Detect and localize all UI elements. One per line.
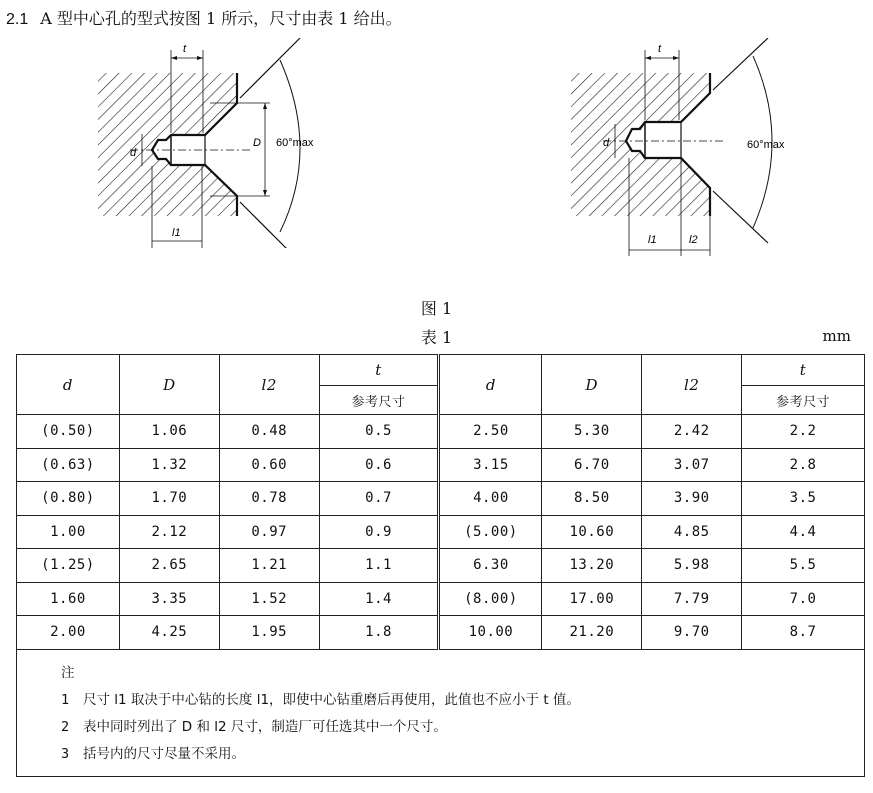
table-cell: 0.5 xyxy=(319,415,439,449)
table-cell: 0.9 xyxy=(319,515,439,549)
table-cell: (0.80) xyxy=(17,482,120,516)
table-caption: 表 1 xyxy=(420,328,453,347)
table-cell: 17.00 xyxy=(542,582,642,616)
table-cell: 4.85 xyxy=(642,515,742,549)
figure-a-center-hole xyxy=(90,38,340,252)
table-cell: 2.42 xyxy=(642,415,742,449)
table-row xyxy=(17,415,865,449)
dim-t-label-alt: t xyxy=(658,43,662,55)
table-cell: 3.35 xyxy=(119,582,219,616)
table-row xyxy=(17,582,865,616)
header-d: d xyxy=(17,355,120,415)
table-row xyxy=(17,616,865,650)
header-t-right: t xyxy=(742,355,865,386)
table-cell: 1.1 xyxy=(319,549,439,583)
table-cell: 10.60 xyxy=(542,515,642,549)
note-item xyxy=(61,714,864,741)
table-cell: 7.79 xyxy=(642,582,742,616)
table-cell: 2.12 xyxy=(119,515,219,549)
table-cell: 2.2 xyxy=(742,415,865,449)
table-cell: 5.98 xyxy=(642,549,742,583)
table-cell: 4.25 xyxy=(119,616,219,650)
table-cell: 0.7 xyxy=(319,482,439,516)
note-text: 表中同时列出了 D 和 l2 尺寸，制造厂可任选其中一个尺寸。 xyxy=(83,718,447,735)
table-cell: 5.5 xyxy=(742,549,865,583)
notes-row xyxy=(17,649,865,776)
table-cell: 3.07 xyxy=(642,448,742,482)
header-t-sub-right: 参考尺寸 xyxy=(742,386,865,415)
table-row xyxy=(17,549,865,583)
dim-t-label: t xyxy=(183,43,187,55)
table-cell: 1.32 xyxy=(119,448,219,482)
table-cell: 7.0 xyxy=(742,582,865,616)
dim-l2-label-alt: l2 xyxy=(689,234,698,246)
table-cell: 10.00 xyxy=(439,616,542,650)
section-heading-text: A 型中心孔的型式按图 1 所示，尺寸由表 1 给出。 xyxy=(40,9,402,28)
table-cell: 6.30 xyxy=(439,549,542,583)
table-cell: 1.4 xyxy=(319,582,439,616)
table-cell: (5.00) xyxy=(439,515,542,549)
note-text: 括号内的尺寸尽量不采用。 xyxy=(83,745,245,762)
table-cell: (0.63) xyxy=(17,448,120,482)
dim-l1-label: l1 xyxy=(172,227,181,239)
table-cell: 1.95 xyxy=(219,616,319,650)
table-cell: 0.48 xyxy=(219,415,319,449)
table-cell: 4.4 xyxy=(742,515,865,549)
note-number: 2 xyxy=(61,718,70,735)
figure-caption: 图 1 xyxy=(420,299,453,318)
table-cell: 2.00 xyxy=(17,616,120,650)
table-cell: 6.70 xyxy=(542,448,642,482)
table-cell: 5.30 xyxy=(542,415,642,449)
dim-d-label-alt: d xyxy=(603,137,610,149)
table-cell: 0.78 xyxy=(219,482,319,516)
table-cell: 1.21 xyxy=(219,549,319,583)
dim-d-label: d xyxy=(130,147,137,159)
table-cell: 8.50 xyxy=(542,482,642,516)
header-t-sub: 参考尺寸 xyxy=(319,386,439,415)
table-cell: 3.15 xyxy=(439,448,542,482)
table-cell: (8.00) xyxy=(439,582,542,616)
dimension-table xyxy=(16,354,865,777)
header-d-right: d xyxy=(439,355,542,415)
dim-D-label: D xyxy=(253,137,261,149)
note-text: 尺寸 l1 取决于中心钻的长度 l1，即使中心钻重磨后再使用，此值也不应小于 t 值。 xyxy=(83,691,580,708)
notes-title: 注 xyxy=(61,664,75,681)
note-number: 1 xyxy=(61,691,70,708)
table-row xyxy=(17,482,865,516)
table-header-row xyxy=(17,355,865,386)
table-cell: 9.70 xyxy=(642,616,742,650)
table-cell: 3.5 xyxy=(742,482,865,516)
table-cell: (0.50) xyxy=(17,415,120,449)
angle-label-alt: 60°max xyxy=(747,139,785,151)
section-heading xyxy=(6,6,402,29)
table-cell: 2.8 xyxy=(742,448,865,482)
header-l2-right: l2 xyxy=(642,355,742,415)
table-cell: 1.8 xyxy=(319,616,439,650)
figure-a-drawing xyxy=(90,38,340,248)
table-cell: 1.60 xyxy=(17,582,120,616)
note-item xyxy=(61,687,864,714)
table-cell: 13.20 xyxy=(542,549,642,583)
unit-label: mm xyxy=(822,327,851,345)
table-cell: 1.00 xyxy=(17,515,120,549)
table-cell: 1.06 xyxy=(119,415,219,449)
table-cell: 4.00 xyxy=(439,482,542,516)
table-cell: (1.25) xyxy=(17,549,120,583)
table-cell: 2.50 xyxy=(439,415,542,449)
header-l2: l2 xyxy=(219,355,319,415)
notes-cell xyxy=(17,649,865,776)
table-cell: 21.20 xyxy=(542,616,642,650)
table-row xyxy=(17,515,865,549)
table-cell: 1.52 xyxy=(219,582,319,616)
table-cell: 0.60 xyxy=(219,448,319,482)
header-D-right: D xyxy=(542,355,642,415)
table-cell: 3.90 xyxy=(642,482,742,516)
figure-a-alt-drawing xyxy=(563,38,813,258)
table-cell: 0.97 xyxy=(219,515,319,549)
table-row xyxy=(17,448,865,482)
table-cell: 8.7 xyxy=(742,616,865,650)
header-D: D xyxy=(119,355,219,415)
table-cell: 1.70 xyxy=(119,482,219,516)
figure-a-center-hole-alt xyxy=(563,38,813,262)
angle-label: 60°max xyxy=(276,137,314,149)
section-number: 2.1 xyxy=(6,11,29,28)
dim-l1-label-alt: l1 xyxy=(648,234,657,246)
note-item xyxy=(61,741,864,768)
table-cell: 0.6 xyxy=(319,448,439,482)
table-cell: 2.65 xyxy=(119,549,219,583)
note-number: 3 xyxy=(61,745,70,762)
header-t: t xyxy=(319,355,439,386)
